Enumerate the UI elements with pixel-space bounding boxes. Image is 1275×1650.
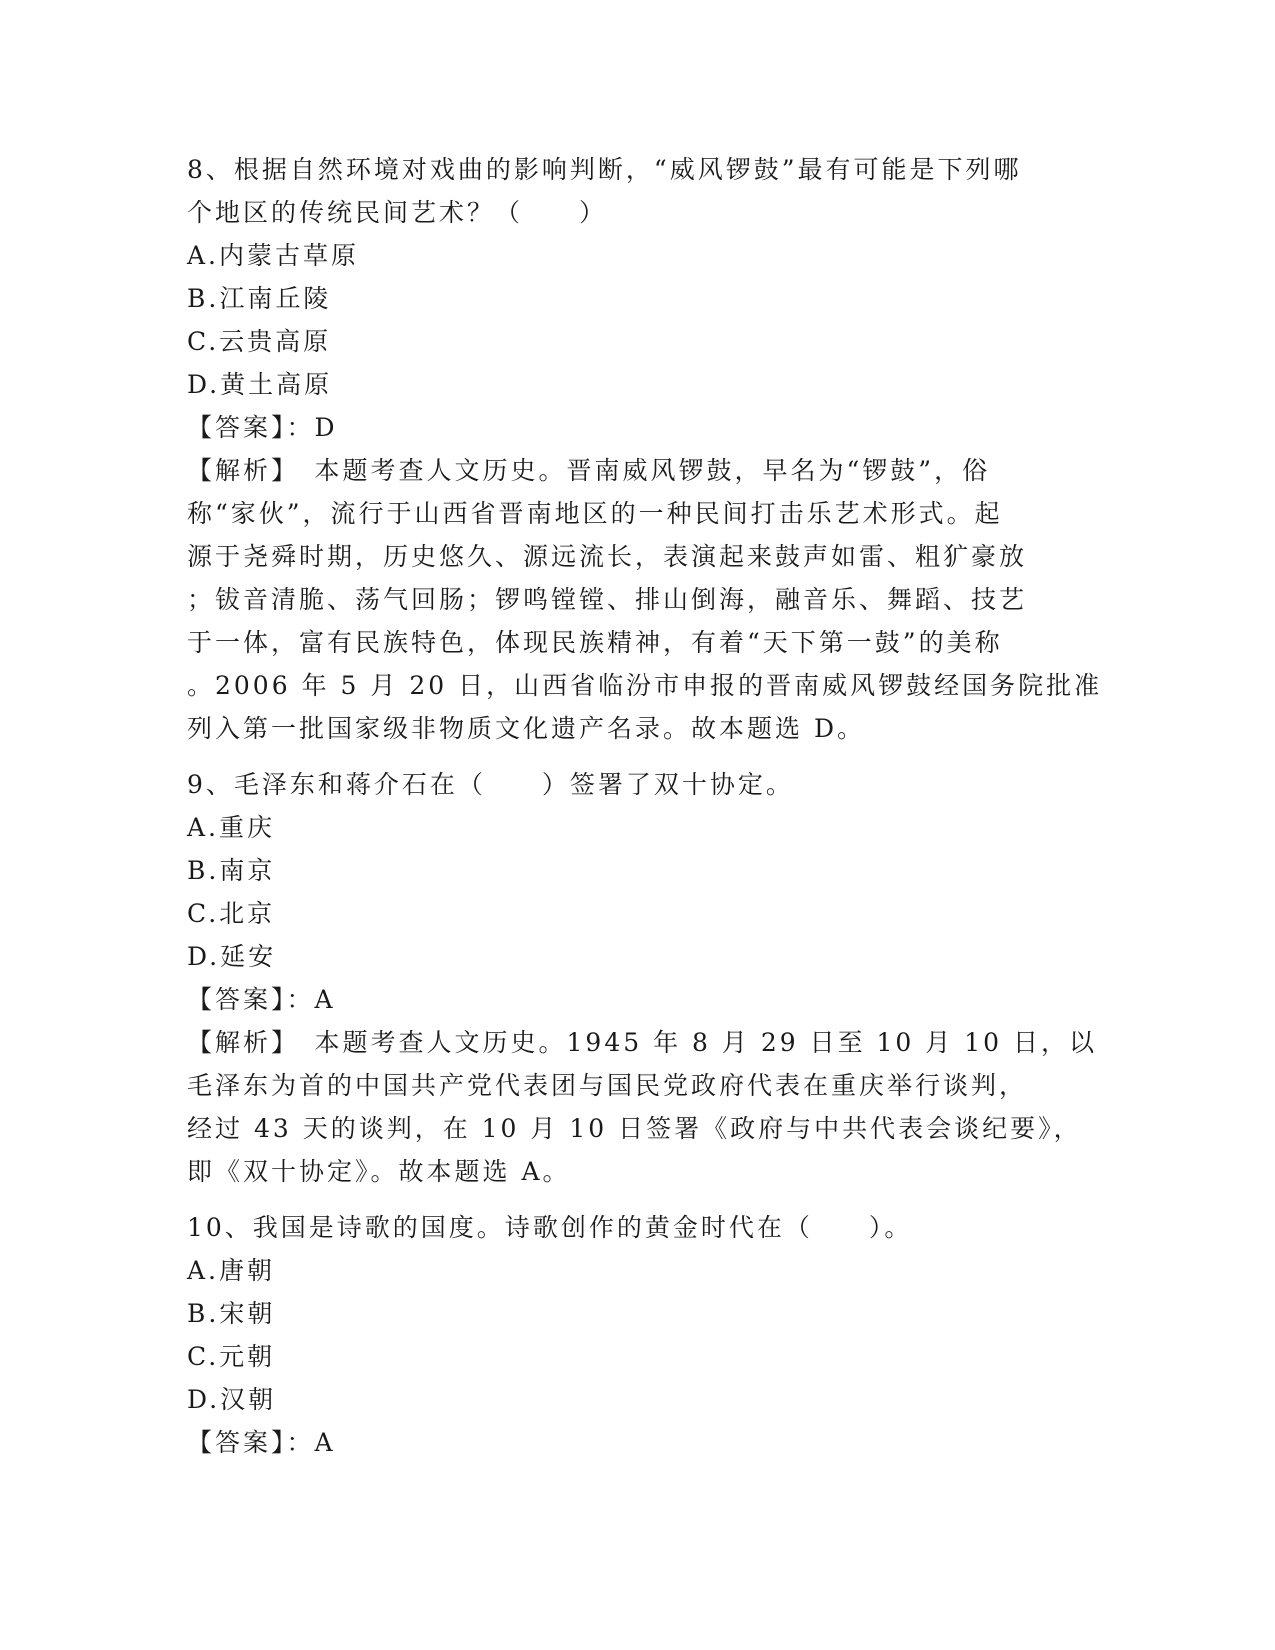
analysis-line: ；钹音清脆、荡气回肠；锣鸣镗镗、排山倒海，融音乐、舞蹈、技艺: [187, 585, 1028, 614]
question-10: [187, 1206, 1087, 1464]
option-d: D.汉朝: [187, 1385, 277, 1414]
option-a: A.唐朝: [187, 1256, 276, 1285]
question-stem-line: 9、毛泽东和蒋介石在（ ）签署了双十协定。: [187, 770, 794, 799]
analysis-line: 称“家伙”，流行于山西省晋南地区的一种民间打击乐艺术形式。起: [187, 499, 1003, 528]
analysis-line: 于一体，富有民族特色，体现民族精神，有着“天下第一鼓”的美称: [187, 628, 1003, 657]
question-stem-line: 8、根据自然环境对戏曲的影响判断，“威风锣鼓”最有可能是下列哪: [187, 155, 1022, 184]
option-a: A.重庆: [187, 813, 276, 842]
option-c: C.元朝: [187, 1342, 276, 1371]
exam-page: [187, 148, 1103, 1464]
option-a: A.内蒙古草原: [187, 241, 360, 270]
analysis-line: 经过 43 天的谈判，在 10 月 10 日签署《政府与中共代表会谈纪要》，: [187, 1114, 1082, 1143]
answer-line: 【答案】：D: [187, 413, 338, 442]
option-d: D.延安: [187, 942, 277, 971]
analysis-line: 列入第一批国家级非物质文化遗产名录。故本题选 D。: [187, 714, 865, 743]
option-c: C.云贵高原: [187, 327, 332, 356]
question-gap: [187, 1193, 1087, 1206]
analysis-line: 毛泽东为首的中国共产党代表团与国民党政府代表在重庆举行谈判，: [187, 1071, 1028, 1100]
question-9: [187, 763, 1097, 1193]
question-8: [187, 148, 1103, 750]
analysis-line: 即《双十协定》。故本题选 A。: [187, 1157, 571, 1186]
analysis-line: 【解析】 本题考查人文历史。1945 年 8 月 29 日至 10 月 10 日，以: [187, 1028, 1097, 1057]
answer-line: 【答案】：A: [187, 985, 336, 1014]
option-b: B.江南丘陵: [187, 284, 332, 313]
question-gap: [187, 750, 1087, 763]
analysis-line: 源于尧舜时期，历史悠久、源远流长，表演起来鼓声如雷、粗犷豪放: [187, 542, 1028, 571]
analysis-line: 【解析】 本题考查人文历史。晋南威风锣鼓，早名为“锣鼓”，俗: [187, 456, 991, 485]
question-stem-line: 个地区的传统民间艺术？（ ）: [187, 198, 608, 227]
analysis-line: 。2006 年 5 月 20 日，山西省临汾市申报的晋南威风锣鼓经国务院批准: [187, 671, 1103, 700]
option-c: C.北京: [187, 899, 276, 928]
question-stem-line: 10、我国是诗歌的国度。诗歌创作的黄金时代在（ ）。: [187, 1213, 913, 1242]
option-b: B.宋朝: [187, 1299, 276, 1328]
answer-line: 【答案】：A: [187, 1428, 336, 1457]
option-b: B.南京: [187, 856, 276, 885]
option-d: D.黄土高原: [187, 370, 333, 399]
